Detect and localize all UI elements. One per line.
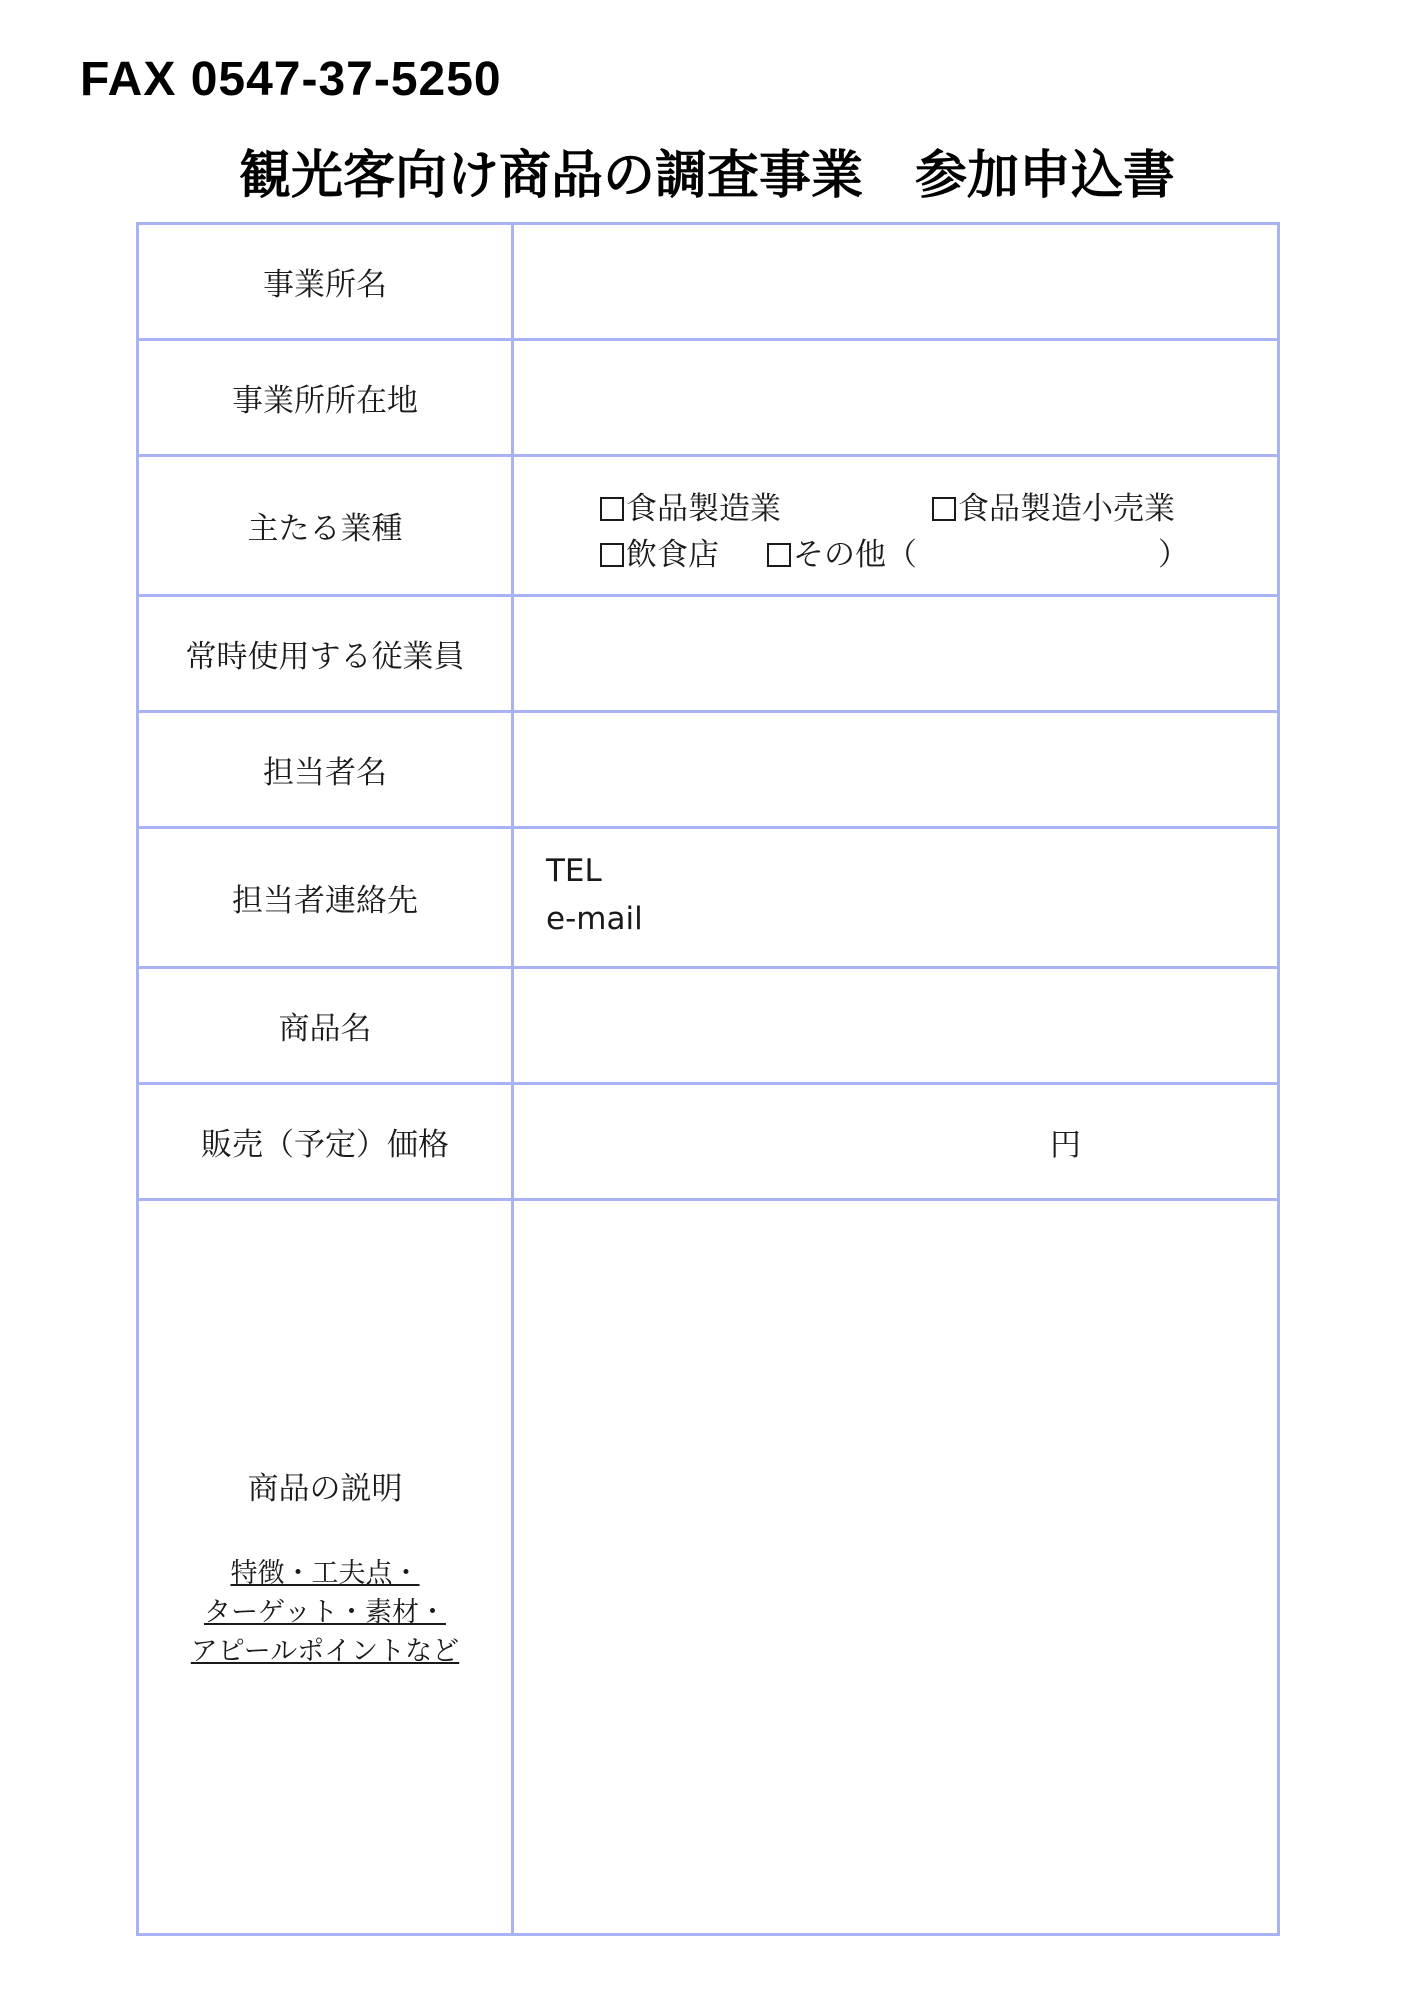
option-label: 食品製造小売業	[958, 491, 1175, 527]
row-product-name	[138, 968, 1279, 1084]
row-description	[138, 1200, 1279, 1935]
description-hint-line: 特徴・工夫点・	[230, 1558, 420, 1589]
employees-label: 常時使用する従業員	[138, 596, 513, 712]
description-field[interactable]	[513, 1200, 1279, 1935]
description-label: 商品の説明	[247, 1471, 403, 1507]
price-unit: 円	[1050, 1127, 1081, 1163]
description-hint-line: アピールポイントなど	[190, 1636, 460, 1667]
industry-field	[513, 456, 1279, 596]
price-label: 販売（予定）価格	[138, 1084, 513, 1200]
office-address-field[interactable]	[513, 340, 1279, 456]
option-label: 食品製造業	[626, 491, 781, 527]
product-name-label: 商品名	[138, 968, 513, 1084]
checkbox-icon[interactable]	[932, 497, 956, 521]
office-address-label: 事業所所在地	[138, 340, 513, 456]
checkbox-icon[interactable]	[600, 543, 624, 567]
row-contact-person	[138, 712, 1279, 828]
option-food-manufacturing[interactable]	[600, 483, 781, 528]
page-title: 観光客向け商品の調査事業 参加申込書	[238, 146, 1175, 206]
description-label-cell	[138, 1200, 513, 1935]
description-hint-line: ターゲット・素材・	[204, 1597, 446, 1628]
office-name-label: 事業所名	[138, 224, 513, 340]
checkbox-icon[interactable]	[767, 543, 791, 567]
row-contact-info	[138, 828, 1279, 968]
option-food-manufacturing-retail[interactable]	[932, 483, 1175, 528]
fax-number: FAX 0547-37-5250	[80, 53, 502, 106]
row-price	[138, 1084, 1279, 1200]
row-employees	[138, 596, 1279, 712]
option-other-close-paren: ）	[1158, 537, 1189, 573]
email-label: e-mail	[546, 901, 643, 937]
product-name-field[interactable]	[513, 968, 1279, 1084]
row-industry	[138, 456, 1279, 596]
employees-field[interactable]	[513, 596, 1279, 712]
option-other[interactable]	[767, 529, 917, 574]
checkbox-icon[interactable]	[600, 497, 624, 521]
office-name-field[interactable]	[513, 224, 1279, 340]
row-office-address	[138, 340, 1279, 456]
description-hint	[139, 1554, 511, 1671]
contact-info-label: 担当者連絡先	[138, 828, 513, 968]
contact-person-field[interactable]	[513, 712, 1279, 828]
contact-person-label: 担当者名	[138, 712, 513, 828]
row-office-name	[138, 224, 1279, 340]
tel-label: TEL	[546, 853, 602, 889]
option-restaurant[interactable]	[600, 529, 719, 574]
price-field[interactable]	[513, 1084, 1279, 1200]
industry-label: 主たる業種	[138, 456, 513, 596]
contact-info-field	[513, 828, 1279, 968]
option-label: その他（	[793, 537, 917, 573]
option-label: 飲食店	[626, 537, 719, 573]
application-form	[136, 222, 1280, 1936]
